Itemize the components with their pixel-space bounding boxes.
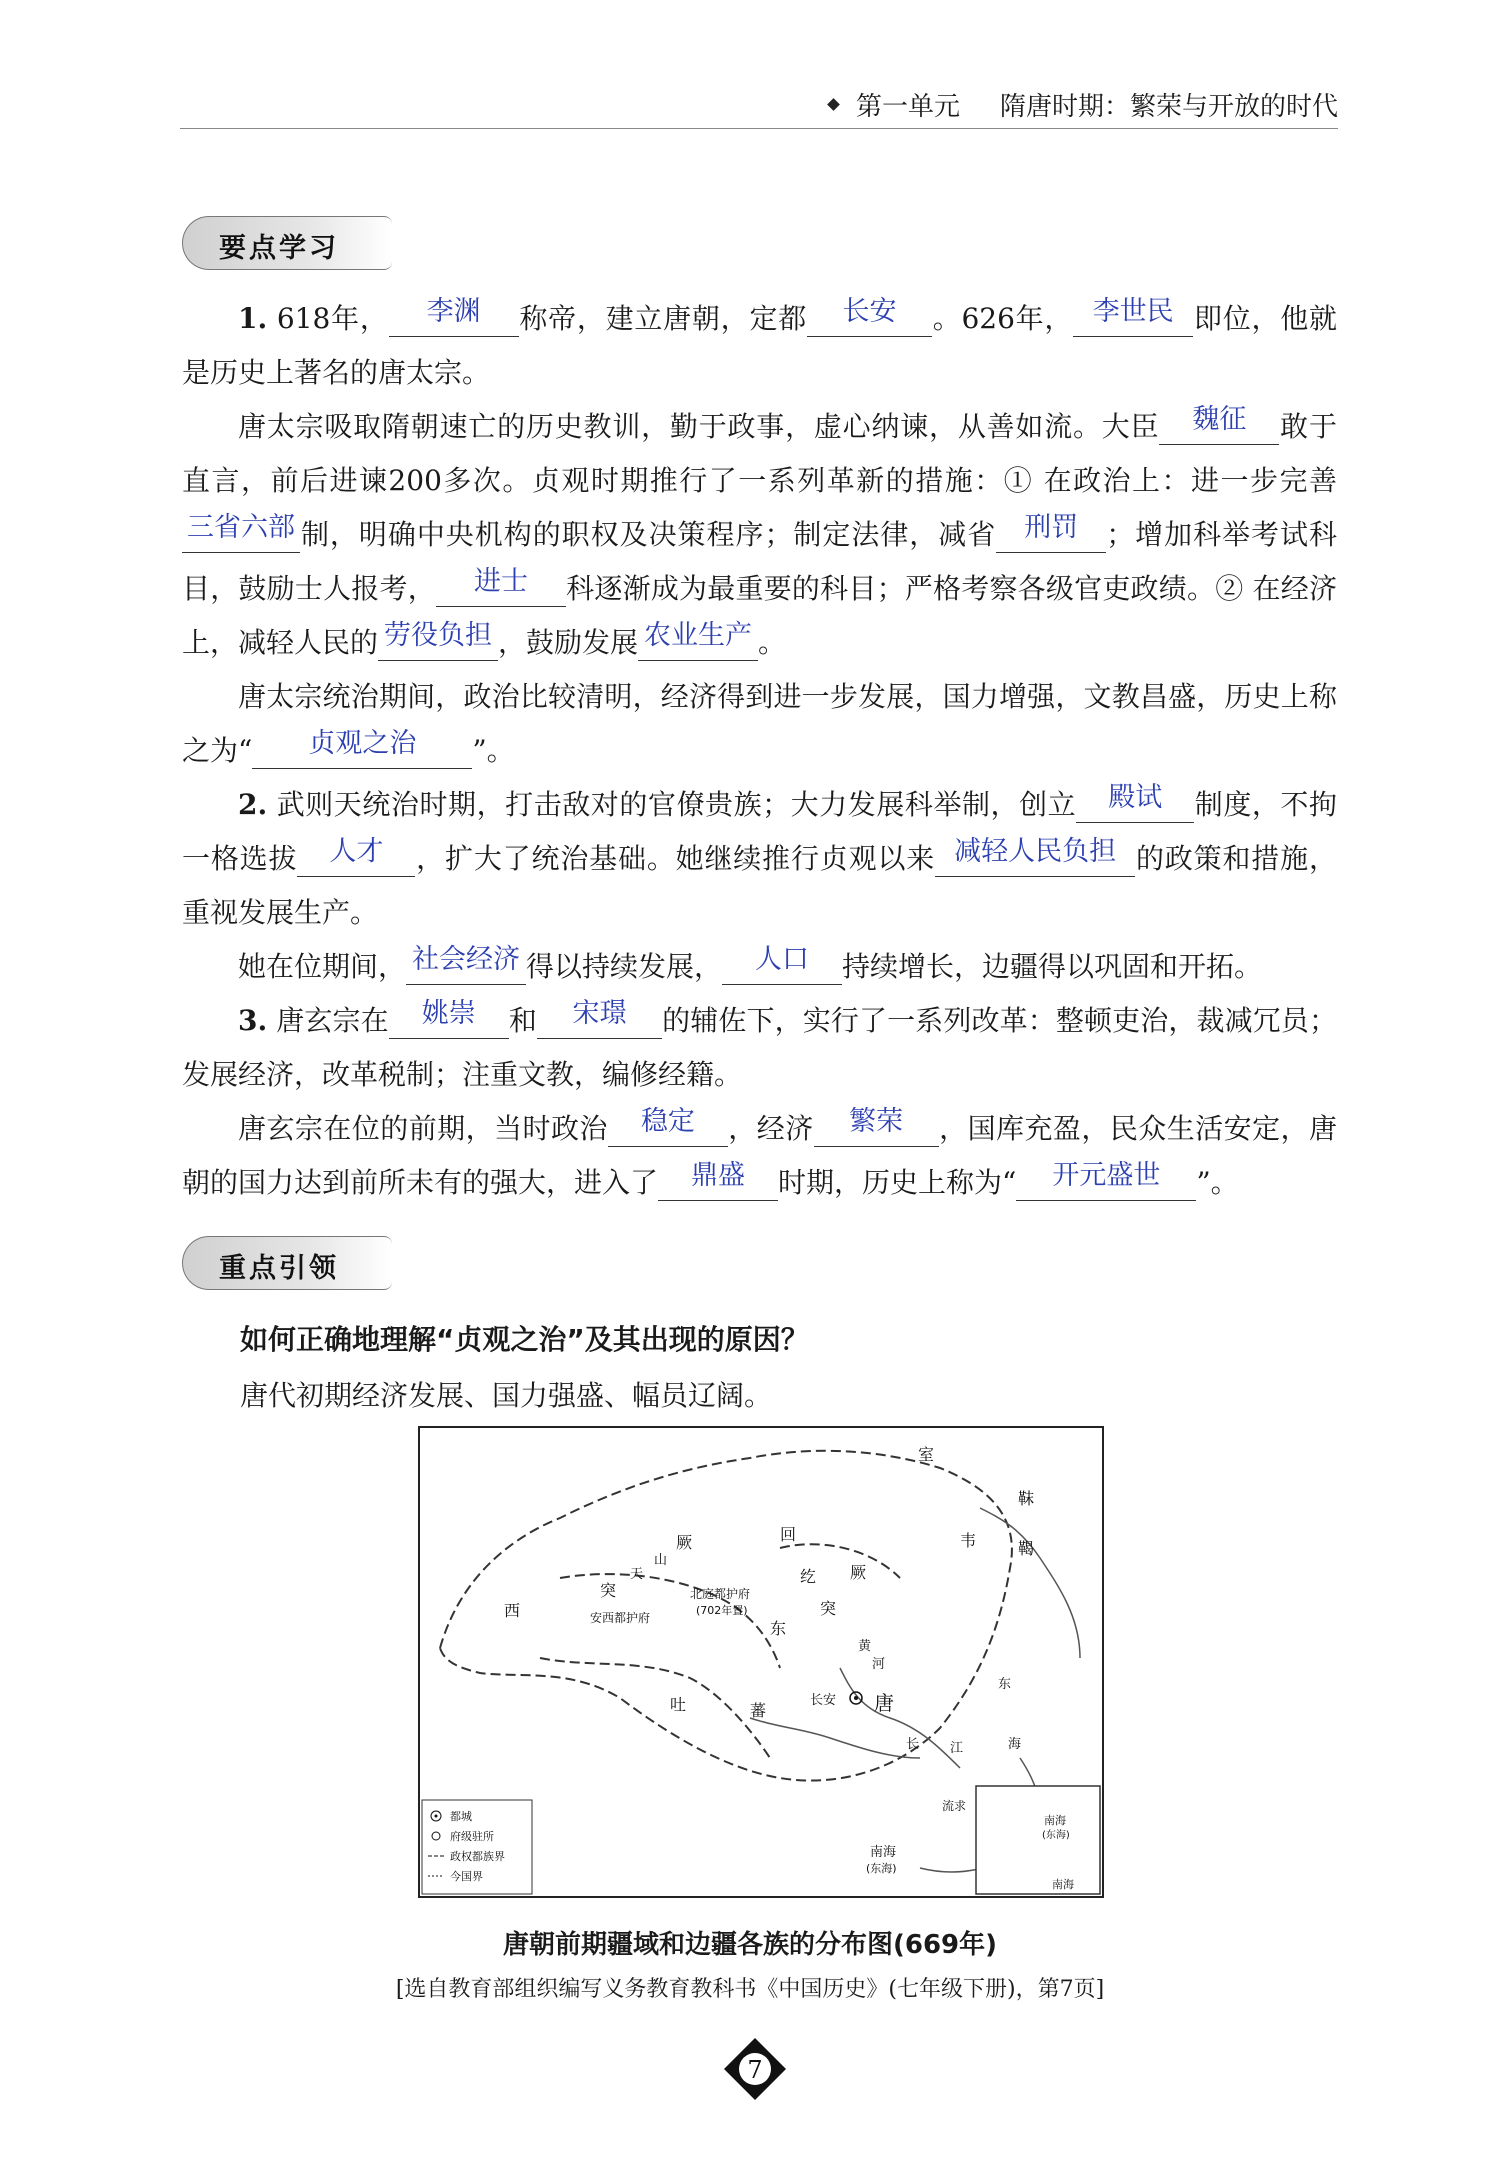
map-label: 流求 [942, 1799, 967, 1813]
map-label: 唐 [874, 1691, 894, 1715]
answer-blank: 宋璟 [537, 1005, 662, 1039]
paragraph-4: 2. 武则天统治时期，打击敌对的官僚贵族；大力发展科举制，创立 殿试 制度，不拘一格选拔 人才 ，扩大了统治基础。她继续推行贞观以来 减轻人民负担 的政策和措施，重视发展生产。 [182, 782, 1337, 929]
source-note: [选自教育部组织编写义务教育教科书《中国历史》(七年级下册)，第7页] [395, 1977, 1105, 2002]
answer-blank: 农业生产 [638, 627, 758, 661]
south-sea-inset [976, 1786, 1100, 1894]
map-label: 突 [600, 1581, 617, 1600]
answer-blank: 社会经济 [406, 951, 526, 985]
answer-blank: 进士 [436, 573, 566, 607]
answer-blank: 魏征 [1159, 411, 1279, 445]
map-label: 江 [950, 1741, 964, 1756]
legend-label: 府级驻所 [450, 1830, 494, 1843]
answer-blank: 李世民 [1073, 303, 1193, 337]
map-label: 南海 [870, 1845, 897, 1860]
map-drawing [420, 1428, 1102, 1896]
map-label: 南海 [1044, 1814, 1066, 1827]
map-label: 鞨 [1018, 1539, 1035, 1558]
legend-label: 今国界 [450, 1870, 483, 1883]
legend-label: 政权都族界 [450, 1850, 505, 1863]
map-label: (702年置) [696, 1604, 748, 1617]
question: 如何正确地理解“贞观之治”及其出现的原因？ [240, 1323, 809, 1356]
header-title: 隋唐时期：繁荣与开放的时代 [999, 92, 1338, 122]
map-label: 靺 [1018, 1489, 1035, 1508]
legend-label: 都城 [450, 1810, 472, 1823]
section-banner-key-guidance [182, 1236, 392, 1290]
map-label: 南海 [1052, 1878, 1074, 1891]
section-title: 重点引领 [219, 1253, 339, 1284]
map-label: 长安 [810, 1693, 837, 1708]
answer-blank: 稳定 [608, 1113, 728, 1147]
map-label: 突 [820, 1599, 837, 1618]
answer-blank: 刑罚 [996, 519, 1106, 553]
page-number-badge [722, 2036, 788, 2102]
answer-blank: 人口 [722, 951, 842, 985]
map-caption: 唐朝前期疆域和边疆各族的分布图(669年) [502, 1930, 998, 1960]
item-number: 1. [238, 302, 268, 335]
map-label: 吐 [670, 1695, 687, 1714]
answer-blank: 姚崇 [389, 1005, 509, 1039]
paragraph-1: 1. 618年， 李渊 称帝，建立唐朝，定都 长安 。626年， 李世民 即位，他就是历史上著名的唐太宗。 [182, 296, 1337, 389]
answer-blank: 劳役负担 [378, 627, 498, 661]
answer-blank: 三省六部 [182, 519, 300, 553]
map-label: 西 [504, 1601, 521, 1620]
diamond-icon [827, 98, 840, 111]
main-text [182, 292, 1337, 1210]
section-banner-key-points [182, 216, 392, 270]
header-unit: 第一单元 [855, 92, 960, 122]
header-rule [180, 128, 1338, 129]
map-label: 东 [998, 1677, 1012, 1692]
item-number: 2. [238, 788, 268, 821]
map-label: 海 [1008, 1737, 1022, 1752]
map-label: 韦 [960, 1531, 977, 1550]
answer-blank: 开元盛世 [1016, 1167, 1196, 1201]
answer-blank: 鼎盛 [658, 1167, 778, 1201]
paragraph-3: 唐太宗统治期间，政治比较清明，经济得到进一步发展，国力增强，文教昌盛，历史上称之为“ 贞观之治 ”。 [182, 680, 1337, 767]
answer-blank: 减轻人民负担 [935, 843, 1135, 877]
paragraph-5: 她在位期间， 社会经济 得以持续发展， 人口 持续增长，边疆得以巩固和开拓。 [238, 944, 1263, 983]
paragraph-6: 3. 唐玄宗在 姚崇 和 宋璟 的辅佐下，实行了一系列改革：整顿吏治，裁减冗员；发展经济，改革税制；注重文教，编修经籍。 [182, 998, 1337, 1091]
map-label: 黄 [858, 1639, 872, 1654]
paragraph-7: 唐玄宗在位的前期，当时政治 稳定 ，经济 繁荣 ，国库充盈，民众生活安定，唐朝的国力达到前所未有的强大，进入了 鼎盛 时期，历史上称为“ 开元盛世 ”。 [182, 1106, 1337, 1199]
map-label: 河 [872, 1657, 886, 1672]
item-number: 3. [238, 1004, 268, 1037]
section-title: 要点学习 [219, 233, 339, 264]
tang-territory-map [418, 1426, 1104, 1898]
map-label: 天 [630, 1567, 644, 1582]
map-label: 安西都护府 [590, 1611, 651, 1625]
map-label: 北庭都护府 [690, 1587, 751, 1601]
answer-blank: 长安 [807, 303, 932, 337]
map-label: 山 [654, 1553, 668, 1568]
map-label: (东海) [866, 1862, 897, 1875]
map-label: 室 [918, 1445, 935, 1464]
answer-blank: 繁荣 [814, 1113, 939, 1147]
paragraph-2: 唐太宗吸取隋朝速亡的历史教训，勤于政事，虚心纳谏，从善如流。大臣 魏征 敢于直言，前后进谏200多次。贞观时期推行了一系列革新的措施：① 在政治上：进一步完善三省六部 制，明确中央机构的职权及决策程序；制定法律，减省 刑罚 ；增加科举考试科目，鼓励士人报考， 进士 科逐渐成为最重要的科目；严格考察各级官吏政绩。② 在经济上，减轻人民的 劳役负担 ，鼓励发展 农业生产 。 [182, 404, 1337, 659]
answer: 唐代初期经济发展、国力强盛、幅员辽阔。 [240, 1379, 773, 1412]
map-label: 纥 [800, 1567, 817, 1586]
map-label: 厥 [676, 1533, 693, 1552]
running-header [829, 86, 1338, 123]
page-number: 7 [747, 2056, 763, 2084]
answer-blank: 殿试 [1076, 789, 1194, 823]
answer-blank: 人才 [297, 843, 415, 877]
map-label: (东海) [1042, 1830, 1070, 1841]
map-label: 东 [770, 1619, 787, 1638]
map-label: 长 [906, 1737, 920, 1752]
map-label: 回 [780, 1525, 797, 1544]
map-label: 蕃 [750, 1701, 767, 1720]
answer-blank: 李渊 [389, 303, 519, 337]
answer-blank: 贞观之治 [252, 735, 472, 769]
map-label: 厥 [850, 1563, 867, 1582]
